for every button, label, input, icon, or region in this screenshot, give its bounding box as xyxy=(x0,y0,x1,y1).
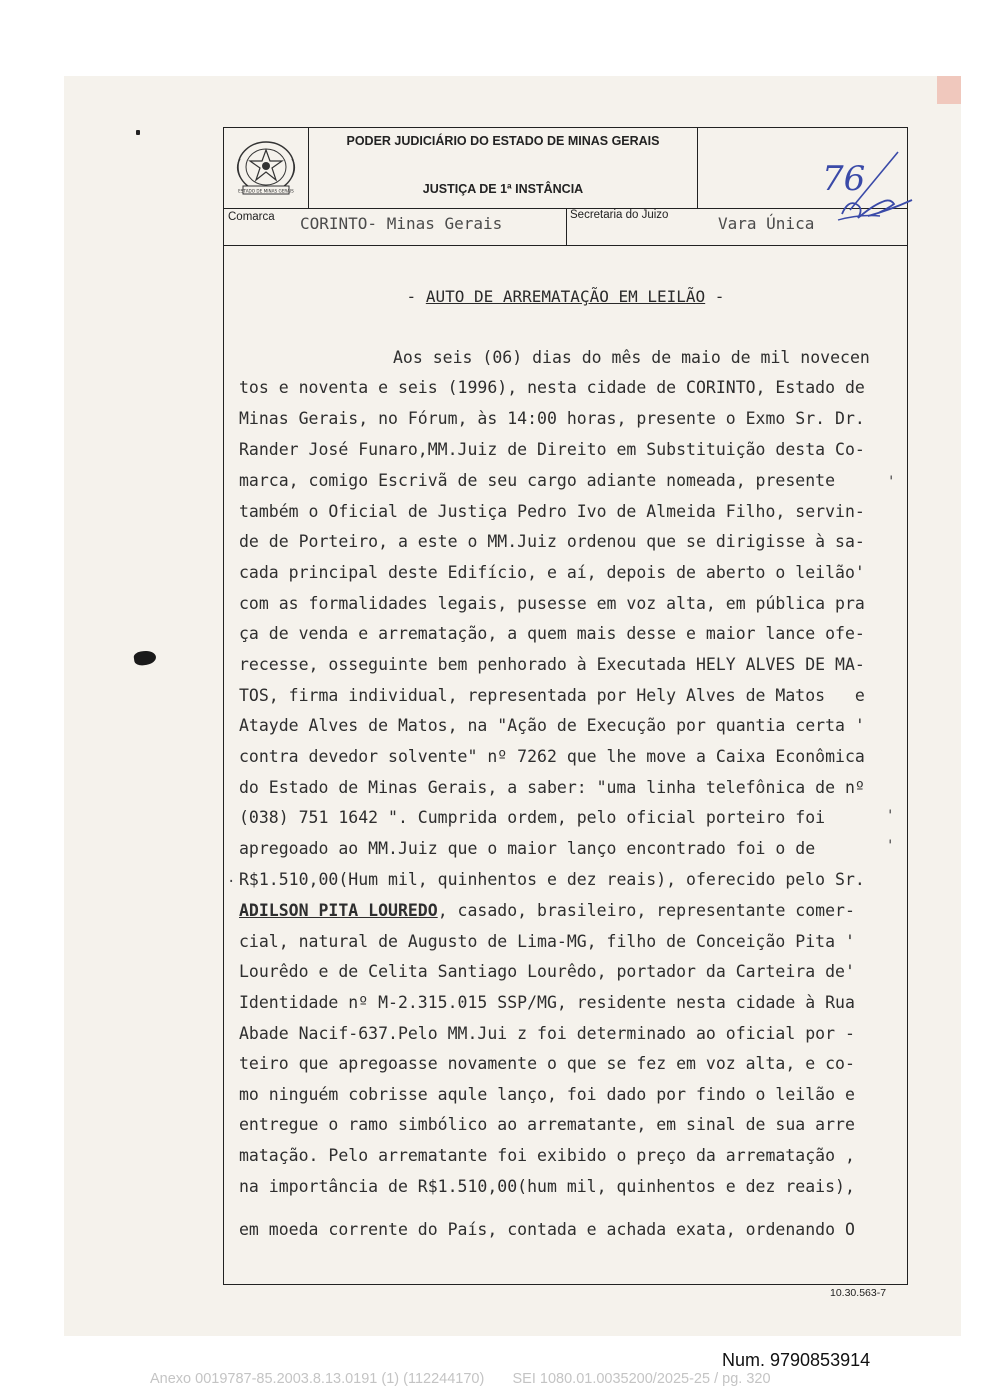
body-line: do Estado de Minas Gerais, a saber: "uma linha telefônica de nº xyxy=(239,778,865,797)
form-code: 10.30.563-7 xyxy=(830,1287,887,1299)
body-line: contra devedor solvente" nº 7262 que lhe move a Caixa Econômica xyxy=(239,747,865,766)
body-line: na importância de R$1.510,00(hum mil, quinhentos e dez reais), xyxy=(239,1177,855,1196)
body-line: teiro que apregoasse novamente o que se fez em voz alta, e co- xyxy=(239,1054,855,1073)
secretaria-value: Vara Única xyxy=(718,214,815,233)
margin-tick: ' xyxy=(886,808,895,824)
secretaria-label: Secretaria do Juizo xyxy=(570,209,669,221)
document-number: Num. 9790853914 xyxy=(722,1350,871,1370)
body-line: TOS, firma individual, representada por Hely Alves de Matos e xyxy=(239,686,865,705)
handwritten-folio-number xyxy=(820,148,920,228)
body-line: Identidade nº M-2.315.015 SSP/MG, residente nesta cidade à Rua xyxy=(239,993,855,1012)
body-line: também o Oficial de Justiça Pedro Ivo de Almeida Filho, servin- xyxy=(239,502,865,521)
state-coat-of-arms-icon xyxy=(231,137,301,199)
body-line: Atayde Alves de Matos, na "Ação de Execução por quantia certa ' xyxy=(239,716,865,735)
body-line: tos e noventa e seis (1996), nesta cidade de CORINTO, Estado de xyxy=(239,378,865,397)
margin-tick: ' xyxy=(886,838,895,854)
body-line: matação. Pelo arrematante foi exibido o preço da arrematação , xyxy=(239,1146,855,1165)
document-title: - AUTO DE ARREMATAÇÃO EM LEILÃO - xyxy=(406,287,725,306)
body-line: Lourêdo e de Celita Santiago Lourêdo, portador da Carteira de' xyxy=(239,962,855,981)
body-line: cial, natural de Augusto de Lima-MG, filho de Conceição Pita ' xyxy=(239,932,855,951)
body-line: entregue o ramo simbólico ao arrematante, em sinal de sua arre xyxy=(239,1115,855,1134)
margin-tick: . xyxy=(227,870,236,886)
body-line: mo ninguém cobrisse aqule lanço, foi dado por findo o leilão e xyxy=(239,1085,855,1104)
bidder-name: ADILSON PITA LOUREDO xyxy=(239,901,438,920)
emblem-divider xyxy=(308,127,309,209)
svg-text:76: 76 xyxy=(822,159,866,199)
body-line: marca, comigo Escrivã de seu cargo adiante nomeada, presente xyxy=(239,471,836,490)
body-line: Aos seis (06) dias do mês de maio de mil novecen xyxy=(393,348,870,367)
body-line: cada principal deste Edifício, e aí, depois de aberto o leilão' xyxy=(239,563,865,582)
court-instance: JUSTIÇA DE 1ª INSTÂNCIA xyxy=(422,182,584,196)
body-line: em moeda corrente do País, contada e achada exata, ordenando O xyxy=(239,1220,855,1239)
court-title: PODER JUDICIÁRIO DO ESTADO DE MINAS GERAIS xyxy=(346,134,660,148)
body-line: Abade Nacif-637.Pelo MM.Jui z foi determinado ao oficial por - xyxy=(239,1024,855,1043)
annex-reference: Anexo 0019787-85.2003.8.13.0191 (1) (112244170) SEI 1080.01.0035200/2025-25 / pg. 320 xyxy=(150,1371,771,1387)
body-line: com as formalidades legais, pusesse em voz alta, em pública pra xyxy=(239,594,865,613)
margin-tick: ' xyxy=(887,474,896,490)
body-line: R$1.510,00(Hum mil, quinhentos e dez reais), oferecido pelo Sr. xyxy=(239,870,865,889)
ink-mark xyxy=(136,130,140,135)
page-edge xyxy=(937,76,961,104)
body-line: apregoado ao MM.Juiz que o maior lanço encontrado foi o de xyxy=(239,839,816,858)
body-line: de de Porteiro, a este o MM.Juiz ordenou que se dirigisse à sa- xyxy=(239,532,865,551)
body-line: recesse, osseguinte bem penhorado à Executada HELY ALVES DE MA- xyxy=(239,655,865,674)
svg-text:ESTADO DE MINAS GERAIS: ESTADO DE MINAS GERAIS xyxy=(238,188,294,194)
body-line: Minas Gerais, no Fórum, às 14:00 horas, presente o Exmo Sr. Dr. xyxy=(239,409,865,428)
body-line: Rander José Funaro,MM.Juiz de Direito em Substituição desta Co- xyxy=(239,440,865,459)
body-line: ça de venda e arrematação, a quem mais desse e maior lance ofe- xyxy=(239,624,865,643)
fields-separator xyxy=(566,208,567,246)
comarca-label: Comarca xyxy=(228,211,275,223)
comarca-value: CORINTO- Minas Gerais xyxy=(300,214,503,233)
folio-divider xyxy=(697,127,698,209)
body-line: (038) 751 1642 ". Cumprida ordem, pelo oficial porteiro foi xyxy=(239,808,826,827)
body-line xyxy=(239,901,855,921)
body-line-text: , casado, brasileiro, representante comer- xyxy=(437,901,855,920)
